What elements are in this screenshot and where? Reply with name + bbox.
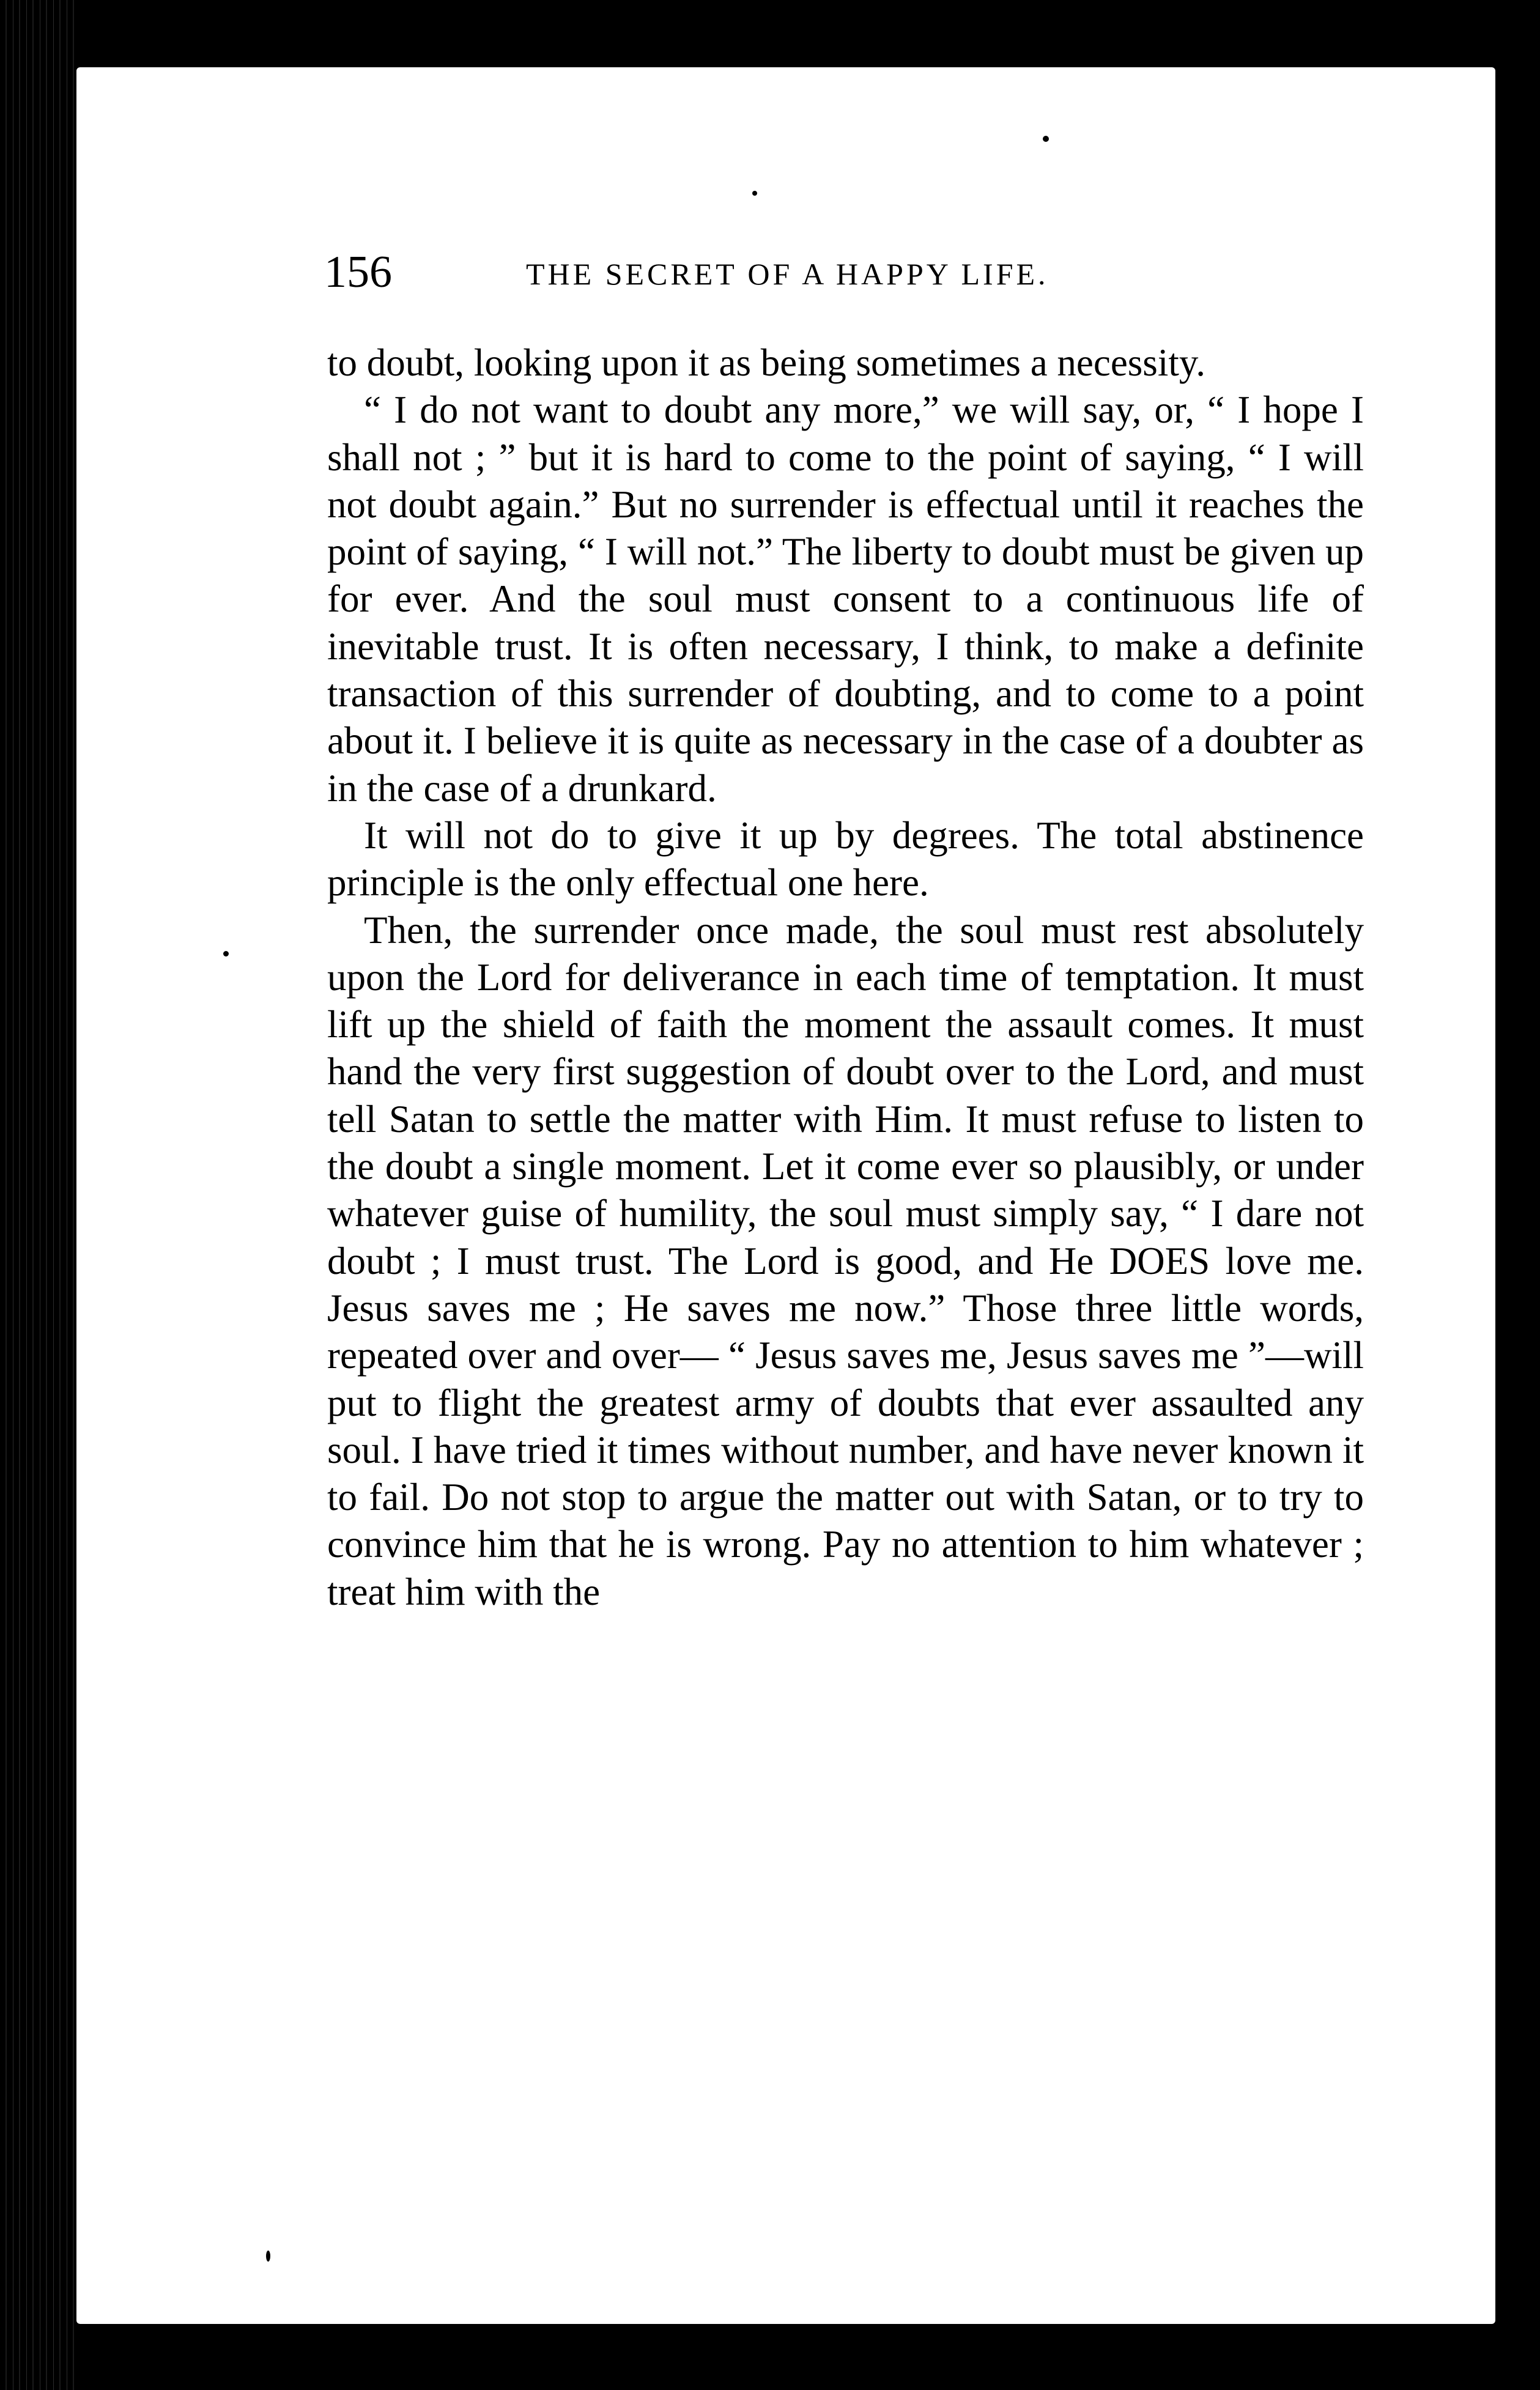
- page-right-edge: [1495, 92, 1540, 2390]
- page-number: 156: [324, 247, 392, 297]
- scan-speck: [266, 2251, 270, 2262]
- paragraph-1: to doubt, looking upon it as being sometimes a necessity.: [327, 341, 1205, 384]
- page-header: [324, 248, 1364, 297]
- scan-speck: [752, 191, 757, 196]
- paragraph-4: Then, the surrender once made, the soul must rest absolutely upon the Lord for deliverance in each time of temptation. It must lift up the shield of faith the moment the assault comes. It must hand the very first suggestion of doubt over to the Lord, and must tell Satan to settle the matter with Him. It must refuse to listen to the doubt a single moment. Let it come ever so plausibly, or under whatever guise of humility, the soul must simply say, “ I dare not doubt ; I must trust. The Lord is good, and He DOES love me. Jesus saves me ; He saves me now.” Those three little words, repeated over and over— “ Jesus saves me, Jesus saves me ”—will put to flight the greatest army of doubts that ever assaulted any soul. I have tried it times without number, and have never known it to fail. Do not stop to argue the matter out with Satan, or to try to convince him that he is wrong. Pay no attention to him whatever ; treat him with the: [327, 908, 1364, 1613]
- book-binding-edge: [0, 0, 76, 2390]
- paragraph-2: “ I do not want to doubt any more,” we will say, or, “ I hope I shall not ; ” but it is hard to come to the point of saying, “ I will not doubt again.” But no surrender is effectual until it reaches the point of saying, “ I will not.” The liberty to doubt must be given up for ever. And the soul must consent to a continuous life of inevitable trust. It is often necessary, I think, to make a definite transaction of this surrender of doubting, and to come to a point about it. I believe it is quite as necessary in the case of a doubter as in the case of a drunkard.: [327, 388, 1364, 810]
- paragraph-3: It will not do to give it up by degrees. The total abstinence principle is the only effectual one here.: [327, 813, 1364, 905]
- scan-speck: [223, 951, 229, 956]
- body-text: [327, 339, 1364, 1616]
- page-bottom-edge: [76, 2324, 1540, 2390]
- running-title: THE SECRET OF A HAPPY LIFE.: [526, 257, 1049, 291]
- scan-speck: [1043, 136, 1049, 142]
